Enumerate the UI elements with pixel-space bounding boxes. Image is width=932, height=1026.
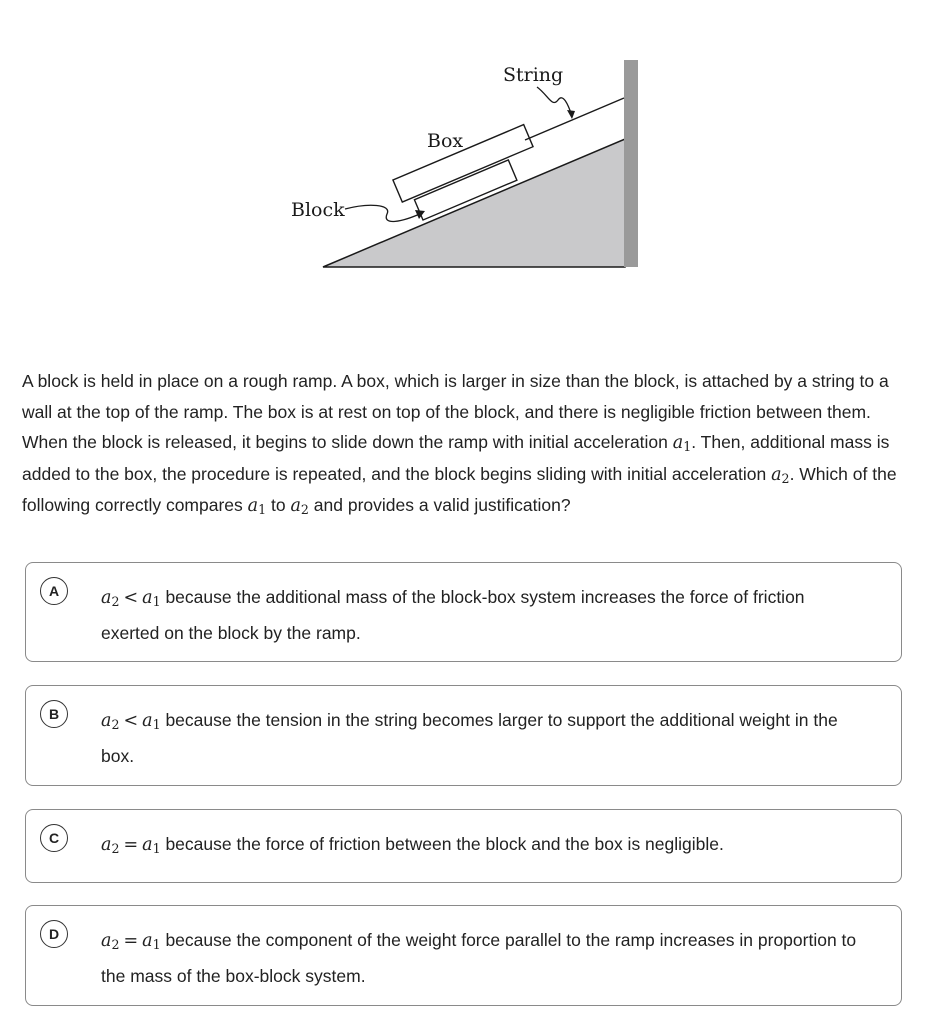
ramp-diagram [0,0,932,300]
choice-b-text: $a_2 < a_1$ because the tension in the string becomes larger to support the additional weight in the box. [101,710,838,766]
choice-d-letter: D [40,920,68,948]
choice-c-letter: C [40,824,68,852]
question-part-4: to [270,495,286,515]
math-compare-a1: $a_1$ [247,496,267,518]
box-label: Box [427,130,464,152]
choice-a[interactable] [25,562,902,662]
question-part-3: . Which of the following correctly compares [22,463,897,515]
question-part-5: and provides a valid justification? [313,495,571,515]
math-a1: $a_1$ [672,433,692,455]
choice-a-letter: A [40,577,68,605]
choice-d-text: $a_2 = a_1$ because the component of the weight force parallel to the ramp increases in proportion to the mass of the box-block system. [101,930,857,986]
choice-b-letter: B [40,700,68,728]
question-part-1: A block is held in place on a rough ramp. A box, which is larger in size than the block, is attached by a string to a wall at the top of the ramp. The box is at rest on top of the block, and there is negligible friction between them. When the block is released, it begins to slide down the ramp with initial acceleration [22,371,889,452]
choice-c-text: $a_2 = a_1$ because the force of friction between the block and the box is negligible. [101,834,724,857]
string-leader [537,87,572,116]
choice-c[interactable] [25,809,902,883]
question-part-2: . Then, additional mass is added to the box, the procedure is repeated, and the block begins sliding with initial acceleration [22,432,890,484]
choice-d[interactable] [25,905,902,1006]
block-leader [345,205,422,221]
choice-a-text: $a_2 < a_1$ because the additional mass of the block-box system increases the force of friction exerted on the block by the ramp. [101,587,805,643]
string-leader-arrowhead [567,110,575,119]
math-compare-a2: $a_2$ [290,496,309,518]
choice-b[interactable] [25,685,902,786]
math-a2: $a_2$ [771,464,790,486]
string [525,98,624,140]
string-label: String [503,64,564,86]
question-text [22,366,912,522]
wall [624,60,638,267]
block-label: Block [291,199,345,221]
